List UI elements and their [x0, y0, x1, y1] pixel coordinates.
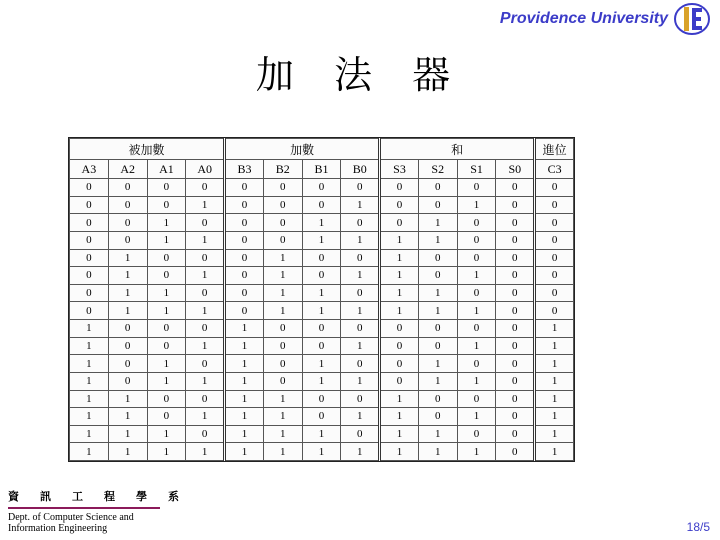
table-cell: 0 [535, 249, 574, 267]
table-cell: 0 [147, 267, 186, 285]
table-cell: 0 [186, 249, 225, 267]
table-cell: 1 [225, 390, 264, 408]
table-cell: 0 [496, 267, 535, 285]
table-cell: 1 [225, 337, 264, 355]
table-cell: 0 [147, 408, 186, 426]
table-cell: 1 [263, 408, 302, 426]
table-cell: 0 [225, 302, 264, 320]
table-cell: 1 [341, 443, 380, 461]
table-row [70, 408, 574, 426]
table-cell: 1 [302, 231, 341, 249]
table-cell: 0 [108, 214, 147, 232]
table-cell: 1 [457, 302, 496, 320]
table-cell: 1 [418, 231, 457, 249]
table-cell: 0 [147, 249, 186, 267]
table-cell: 1 [186, 408, 225, 426]
table-cell: 1 [380, 443, 419, 461]
table-cell: 0 [457, 320, 496, 338]
table-cell: 0 [535, 214, 574, 232]
table-cell: 1 [535, 372, 574, 390]
table-cell: 1 [380, 267, 419, 285]
table-cell: 1 [457, 196, 496, 214]
table-cell: 1 [380, 302, 419, 320]
footer-divider [8, 507, 160, 509]
department-chinese-name [8, 488, 179, 504]
column-header: C3 [535, 160, 574, 179]
department-english-line1: Dept. of Computer Science and [8, 512, 134, 523]
table-cell: 1 [263, 249, 302, 267]
table-cell: 0 [302, 337, 341, 355]
table-row [70, 249, 574, 267]
table-row [70, 231, 574, 249]
table-cell: 0 [70, 196, 109, 214]
table-cell: 0 [302, 249, 341, 267]
table-cell: 0 [186, 214, 225, 232]
table-group-header-row [70, 139, 574, 160]
truth-table-container [68, 137, 575, 462]
table-row [70, 320, 574, 338]
table-cell: 0 [496, 302, 535, 320]
table-cell: 1 [535, 355, 574, 373]
table-cell: 1 [263, 390, 302, 408]
table-cell: 0 [341, 284, 380, 302]
table-cell: 1 [380, 425, 419, 443]
table-cell: 0 [341, 249, 380, 267]
adder-truth-table [69, 138, 574, 461]
table-cell: 1 [418, 302, 457, 320]
table-row [70, 179, 574, 197]
table-cell: 0 [496, 214, 535, 232]
table-cell: 1 [341, 372, 380, 390]
table-cell: 1 [341, 408, 380, 426]
table-cell: 1 [186, 372, 225, 390]
table-row [70, 425, 574, 443]
table-cell: 1 [108, 443, 147, 461]
table-cell: 1 [147, 214, 186, 232]
table-cell: 0 [457, 214, 496, 232]
table-cell: 1 [535, 320, 574, 338]
table-cell: 0 [302, 408, 341, 426]
table-cell: 1 [418, 425, 457, 443]
table-cell: 0 [380, 320, 419, 338]
table-cell: 0 [108, 179, 147, 197]
table-column-header-row [70, 160, 574, 179]
column-header: S2 [418, 160, 457, 179]
table-cell: 1 [186, 196, 225, 214]
table-cell: 1 [186, 231, 225, 249]
column-header: B2 [263, 160, 302, 179]
table-cell: 0 [108, 372, 147, 390]
table-cell: 1 [263, 443, 302, 461]
table-cell: 1 [108, 284, 147, 302]
group-header: 進位 [535, 139, 574, 160]
table-cell: 0 [535, 284, 574, 302]
table-cell: 1 [302, 284, 341, 302]
table-cell: 1 [225, 355, 264, 373]
column-header: S3 [380, 160, 419, 179]
table-cell: 0 [341, 425, 380, 443]
table-cell: 1 [457, 443, 496, 461]
table-cell: 0 [302, 320, 341, 338]
table-cell: 0 [380, 355, 419, 373]
table-cell: 0 [457, 231, 496, 249]
table-cell: 0 [70, 231, 109, 249]
table-cell: 1 [418, 443, 457, 461]
table-cell: 1 [225, 425, 264, 443]
table-cell: 1 [418, 214, 457, 232]
table-row [70, 355, 574, 373]
table-cell: 0 [535, 231, 574, 249]
table-cell: 0 [302, 196, 341, 214]
table-row [70, 214, 574, 232]
table-cell: 0 [535, 302, 574, 320]
column-header: A0 [186, 160, 225, 179]
table-cell: 1 [147, 302, 186, 320]
table-cell: 0 [341, 390, 380, 408]
table-cell: 0 [70, 267, 109, 285]
table-cell: 1 [225, 443, 264, 461]
table-cell: 0 [418, 408, 457, 426]
table-cell: 0 [186, 320, 225, 338]
table-cell: 1 [70, 425, 109, 443]
column-header: B0 [341, 160, 380, 179]
table-cell: 0 [341, 355, 380, 373]
table-cell: 0 [496, 390, 535, 408]
table-cell: 0 [418, 249, 457, 267]
table-cell: 0 [225, 196, 264, 214]
table-cell: 1 [186, 267, 225, 285]
table-cell: 0 [380, 179, 419, 197]
table-cell: 0 [535, 179, 574, 197]
group-header: 加數 [225, 139, 380, 160]
table-cell: 0 [496, 284, 535, 302]
table-cell: 0 [147, 179, 186, 197]
table-cell: 0 [380, 196, 419, 214]
table-cell: 0 [418, 179, 457, 197]
table-cell: 0 [225, 267, 264, 285]
department-char: 程 [104, 490, 115, 503]
table-cell: 0 [341, 320, 380, 338]
table-body [70, 179, 574, 461]
table-cell: 0 [186, 390, 225, 408]
table-cell: 0 [108, 355, 147, 373]
table-row [70, 267, 574, 285]
table-cell: 0 [341, 179, 380, 197]
table-cell: 0 [457, 179, 496, 197]
table-cell: 1 [302, 355, 341, 373]
table-cell: 1 [108, 302, 147, 320]
table-cell: 0 [225, 214, 264, 232]
table-cell: 0 [341, 214, 380, 232]
table-cell: 0 [147, 320, 186, 338]
table-row [70, 372, 574, 390]
table-cell: 1 [108, 390, 147, 408]
table-cell: 0 [108, 196, 147, 214]
table-cell: 1 [535, 337, 574, 355]
table-cell: 0 [263, 337, 302, 355]
table-cell: 0 [457, 284, 496, 302]
table-cell: 0 [418, 196, 457, 214]
table-cell: 1 [535, 443, 574, 461]
department-char: 資 [8, 490, 19, 503]
table-cell: 1 [186, 302, 225, 320]
table-cell: 1 [302, 425, 341, 443]
table-cell: 1 [380, 249, 419, 267]
table-row [70, 196, 574, 214]
table-cell: 0 [418, 320, 457, 338]
table-cell: 1 [380, 390, 419, 408]
column-header: B3 [225, 160, 264, 179]
table-cell: 1 [380, 231, 419, 249]
table-cell: 1 [70, 355, 109, 373]
table-cell: 1 [186, 443, 225, 461]
department-char: 學 [136, 490, 147, 503]
column-header: A2 [108, 160, 147, 179]
table-cell: 0 [186, 355, 225, 373]
table-cell: 1 [535, 425, 574, 443]
table-cell: 0 [225, 249, 264, 267]
table-cell: 0 [70, 284, 109, 302]
page-number: 18/5 [686, 520, 710, 534]
table-cell: 0 [418, 337, 457, 355]
table-cell: 1 [108, 408, 147, 426]
table-cell: 1 [70, 443, 109, 461]
table-cell: 1 [341, 302, 380, 320]
table-cell: 0 [457, 425, 496, 443]
table-cell: 1 [341, 267, 380, 285]
table-cell: 1 [147, 284, 186, 302]
column-header: S0 [496, 160, 535, 179]
table-cell: 0 [302, 390, 341, 408]
table-cell: 1 [341, 231, 380, 249]
table-row [70, 302, 574, 320]
table-cell: 0 [186, 179, 225, 197]
table-cell: 1 [457, 337, 496, 355]
column-header: B1 [302, 160, 341, 179]
table-cell: 1 [302, 372, 341, 390]
table-cell: 0 [70, 249, 109, 267]
table-cell: 1 [263, 267, 302, 285]
table-cell: 1 [263, 425, 302, 443]
table-cell: 0 [418, 267, 457, 285]
table-cell: 1 [186, 337, 225, 355]
table-cell: 0 [186, 425, 225, 443]
table-cell: 0 [496, 249, 535, 267]
table-cell: 0 [147, 337, 186, 355]
table-cell: 0 [302, 179, 341, 197]
table-cell: 0 [496, 337, 535, 355]
table-row [70, 337, 574, 355]
table-cell: 0 [147, 196, 186, 214]
table-cell: 0 [225, 231, 264, 249]
table-cell: 0 [496, 355, 535, 373]
university-logo-icon [672, 2, 712, 36]
table-cell: 1 [341, 196, 380, 214]
table-cell: 1 [147, 355, 186, 373]
table-cell: 1 [535, 408, 574, 426]
table-cell: 1 [70, 337, 109, 355]
table-cell: 0 [496, 231, 535, 249]
table-cell: 1 [147, 425, 186, 443]
table-cell: 1 [108, 425, 147, 443]
slide-title: 加 法 器 [255, 53, 465, 97]
table-cell: 0 [535, 267, 574, 285]
table-cell: 1 [380, 284, 419, 302]
table-cell: 0 [108, 231, 147, 249]
department-english-line2: Information Engineering [8, 523, 108, 534]
table-cell: 0 [108, 337, 147, 355]
table-cell: 0 [263, 214, 302, 232]
table-cell: 1 [457, 372, 496, 390]
table-cell: 1 [70, 390, 109, 408]
table-cell: 0 [186, 284, 225, 302]
table-cell: 1 [418, 355, 457, 373]
table-cell: 0 [457, 390, 496, 408]
table-cell: 0 [263, 231, 302, 249]
table-cell: 1 [341, 337, 380, 355]
table-cell: 0 [263, 196, 302, 214]
table-cell: 1 [70, 320, 109, 338]
table-cell: 1 [147, 231, 186, 249]
table-cell: 0 [496, 179, 535, 197]
table-cell: 1 [70, 408, 109, 426]
table-cell: 1 [457, 408, 496, 426]
department-char: 訊 [40, 490, 51, 503]
table-cell: 1 [263, 284, 302, 302]
table-row [70, 390, 574, 408]
table-cell: 0 [496, 408, 535, 426]
table-cell: 1 [147, 372, 186, 390]
table-cell: 1 [225, 408, 264, 426]
table-cell: 1 [302, 443, 341, 461]
table-cell: 1 [302, 214, 341, 232]
table-row [70, 284, 574, 302]
table-cell: 0 [457, 355, 496, 373]
table-cell: 0 [70, 214, 109, 232]
table-cell: 1 [225, 320, 264, 338]
table-cell: 1 [147, 443, 186, 461]
table-cell: 0 [457, 249, 496, 267]
table-cell: 0 [263, 320, 302, 338]
department-char: 系 [168, 490, 179, 503]
group-header: 和 [380, 139, 535, 160]
department-english-name [8, 512, 208, 534]
table-cell: 1 [225, 372, 264, 390]
table-cell: 0 [380, 337, 419, 355]
table-cell: 1 [302, 302, 341, 320]
table-cell: 1 [108, 267, 147, 285]
table-cell: 0 [225, 179, 264, 197]
table-cell: 1 [418, 284, 457, 302]
column-header: A3 [70, 160, 109, 179]
table-cell: 1 [535, 390, 574, 408]
table-cell: 1 [263, 302, 302, 320]
department-char: 工 [72, 490, 83, 503]
table-cell: 0 [263, 355, 302, 373]
university-name: Providence University [499, 10, 668, 27]
table-cell: 0 [147, 390, 186, 408]
table-cell: 1 [380, 408, 419, 426]
column-header: A1 [147, 160, 186, 179]
table-cell: 1 [108, 249, 147, 267]
table-cell: 1 [457, 267, 496, 285]
table-cell: 0 [496, 196, 535, 214]
table-cell: 1 [418, 372, 457, 390]
table-cell: 0 [496, 320, 535, 338]
table-cell: 0 [380, 214, 419, 232]
table-cell: 0 [70, 302, 109, 320]
table-row [70, 443, 574, 461]
table-cell: 0 [263, 372, 302, 390]
table-cell: 0 [496, 372, 535, 390]
table-cell: 0 [108, 320, 147, 338]
table-cell: 0 [263, 179, 302, 197]
table-cell: 0 [418, 390, 457, 408]
table-cell: 0 [496, 443, 535, 461]
table-cell: 0 [225, 284, 264, 302]
table-cell: 0 [535, 196, 574, 214]
table-cell: 0 [302, 267, 341, 285]
column-header: S1 [457, 160, 496, 179]
table-cell: 0 [380, 372, 419, 390]
table-cell: 1 [70, 372, 109, 390]
group-header: 被加數 [70, 139, 225, 160]
table-cell: 0 [70, 179, 109, 197]
table-cell: 0 [496, 425, 535, 443]
